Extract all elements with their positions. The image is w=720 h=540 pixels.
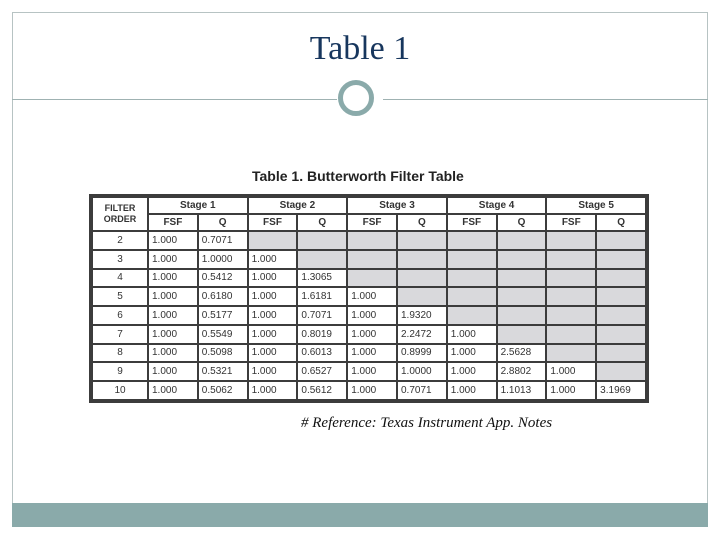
empty-cell [498,326,546,343]
fsf-header: FSF [448,215,496,230]
slide-title: Table 1 [309,30,411,67]
fsf-cell: 1.000 [249,251,297,268]
table-row [93,251,645,268]
fsf-cell: 1.000 [249,270,297,287]
q-cell: 2.2472 [398,326,446,343]
fsf-cell: 1.000 [249,345,297,362]
sub-header-row [93,215,645,230]
empty-cell [298,232,346,249]
filter-order-header-line1: FILTER [104,203,136,213]
table-row [93,345,645,362]
q-cell: 1.1013 [498,382,546,399]
q-cell: 0.5412 [199,270,247,287]
table-row [93,326,645,343]
stage-header: Stage 2 [249,198,347,213]
table-row [93,270,645,287]
empty-cell [547,270,595,287]
filter-order-cell: 4 [93,270,147,287]
filter-order-cell: 10 [93,382,147,399]
butterworth-table-container [89,194,649,403]
q-cell: 0.6527 [298,363,346,380]
table-row [93,288,645,305]
q-cell: 1.0000 [398,363,446,380]
q-cell: 3.1969 [597,382,645,399]
empty-cell [547,251,595,268]
fsf-cell: 1.000 [348,307,396,324]
stage-header: Stage 4 [448,198,546,213]
fsf-cell: 1.000 [547,363,595,380]
stage-header-row [93,198,645,213]
empty-cell [448,307,496,324]
table-caption: Table 1. Butterworth Filter Table [252,168,464,184]
fsf-cell: 1.000 [448,363,496,380]
filter-order-header [93,198,147,230]
filter-order-cell: 2 [93,232,147,249]
stage-header: Stage 3 [348,198,446,213]
empty-cell [498,232,546,249]
q-cell: 0.8019 [298,326,346,343]
empty-cell [597,270,645,287]
empty-cell [249,232,297,249]
q-cell: 0.6180 [199,288,247,305]
empty-cell [348,270,396,287]
fsf-cell: 1.000 [249,307,297,324]
q-cell: 1.9320 [398,307,446,324]
table-row [93,307,645,324]
q-cell: 1.3065 [298,270,346,287]
empty-cell [547,307,595,324]
fsf-cell: 1.000 [249,288,297,305]
divider-circle-ornament [338,80,374,116]
empty-cell [597,251,645,268]
title-divider-left [12,99,337,100]
table-row [93,363,645,380]
empty-cell [498,270,546,287]
q-header: Q [298,215,346,230]
fsf-header: FSF [547,215,595,230]
fsf-cell: 1.000 [348,382,396,399]
table-body [93,232,645,399]
filter-order-cell: 9 [93,363,147,380]
fsf-cell: 1.000 [149,307,197,324]
fsf-cell: 1.000 [149,251,197,268]
q-cell: 0.7071 [199,232,247,249]
empty-cell [448,270,496,287]
empty-cell [448,288,496,305]
empty-cell [448,251,496,268]
q-cell: 0.5098 [199,345,247,362]
empty-cell [547,345,595,362]
q-header: Q [398,215,446,230]
fsf-cell: 1.000 [149,326,197,343]
fsf-cell: 1.000 [348,345,396,362]
empty-cell [348,251,396,268]
empty-cell [398,232,446,249]
fsf-header: FSF [348,215,396,230]
q-cell: 0.5321 [199,363,247,380]
fsf-header: FSF [249,215,297,230]
filter-order-cell: 7 [93,326,147,343]
stage-header: Stage 5 [547,198,645,213]
fsf-cell: 1.000 [249,382,297,399]
q-cell: 0.8999 [398,345,446,362]
empty-cell [298,251,346,268]
fsf-cell: 1.000 [348,288,396,305]
empty-cell [547,326,595,343]
q-cell: 0.5549 [199,326,247,343]
empty-cell [398,270,446,287]
fsf-cell: 1.000 [149,232,197,249]
fsf-cell: 1.000 [149,363,197,380]
footer-accent-bar [12,503,708,527]
empty-cell [498,251,546,268]
title-divider-right [383,99,708,100]
fsf-cell: 1.000 [448,382,496,399]
q-header: Q [597,215,645,230]
fsf-cell: 1.000 [149,345,197,362]
q-cell: 2.8802 [498,363,546,380]
q-cell: 0.5177 [199,307,247,324]
fsf-cell: 1.000 [149,270,197,287]
stage-header: Stage 1 [149,198,247,213]
q-cell: 1.0000 [199,251,247,268]
fsf-cell: 1.000 [448,345,496,362]
q-cell: 0.7071 [298,307,346,324]
fsf-cell: 1.000 [149,382,197,399]
empty-cell [597,345,645,362]
filter-order-header-line2: ORDER [103,214,137,224]
empty-cell [498,307,546,324]
empty-cell [597,307,645,324]
q-header: Q [498,215,546,230]
fsf-cell: 1.000 [149,288,197,305]
q-header: Q [199,215,247,230]
q-cell: 1.6181 [298,288,346,305]
fsf-cell: 1.000 [249,326,297,343]
empty-cell [498,288,546,305]
empty-cell [348,232,396,249]
q-cell: 2.5628 [498,345,546,362]
table-row [93,232,645,249]
filter-order-cell: 5 [93,288,147,305]
empty-cell [448,232,496,249]
q-cell: 0.6013 [298,345,346,362]
filter-order-cell: 6 [93,307,147,324]
fsf-header: FSF [149,215,197,230]
fsf-cell: 1.000 [348,326,396,343]
q-cell: 0.5612 [298,382,346,399]
filter-order-cell: 8 [93,345,147,362]
empty-cell [547,232,595,249]
reference-note: # Reference: Texas Instrument App. Notes [301,415,553,431]
empty-cell [398,288,446,305]
fsf-cell: 1.000 [348,363,396,380]
filter-order-cell: 3 [93,251,147,268]
empty-cell [597,326,645,343]
fsf-cell: 1.000 [249,363,297,380]
empty-cell [398,251,446,268]
q-cell: 0.7071 [398,382,446,399]
butterworth-filter-table [91,196,647,401]
empty-cell [597,363,645,380]
fsf-cell: 1.000 [547,382,595,399]
empty-cell [597,288,645,305]
q-cell: 0.5062 [199,382,247,399]
fsf-cell: 1.000 [448,326,496,343]
empty-cell [547,288,595,305]
empty-cell [597,232,645,249]
table-row [93,382,645,399]
